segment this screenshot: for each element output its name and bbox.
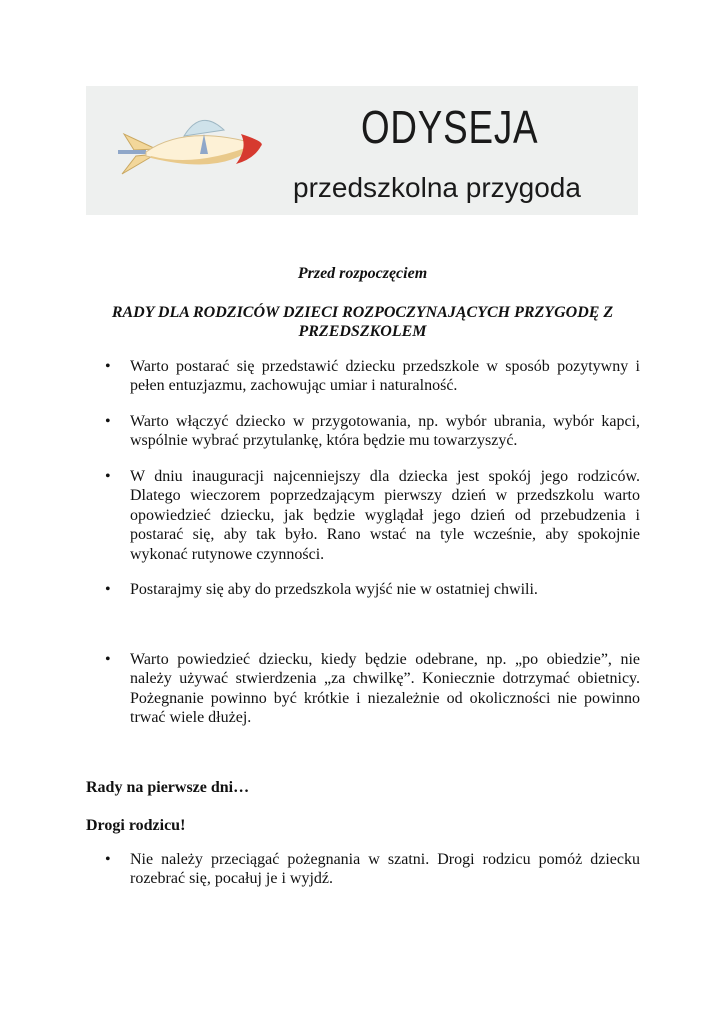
tips-list — [105, 650, 640, 728]
bullet-icon: • — [105, 468, 111, 485]
logo-subtitle: przedszkolna przygoda — [293, 172, 581, 203]
list-item: • Nie należy przeciągać pożegnania w szatni. Drogi rodzicu pomóż dziecku rozebrać się, pocałuj je i wyjdź. — [105, 851, 640, 888]
first-days-heading: Rady na pierwsze dni… — [86, 779, 250, 796]
tips-list — [105, 357, 640, 396]
dear-parent-heading: Drogi rodzicu! — [86, 817, 186, 834]
list-item: • Warto postarać się przedstawić dziecku przedszkole w sposób pozytywny i pełen entuzjazmu, zachowując umiar i naturalność. — [105, 358, 640, 395]
logo-title: ODYSEJA — [361, 101, 539, 153]
tips-list — [105, 412, 640, 451]
tips-list — [105, 580, 640, 599]
bullet-icon: • — [105, 851, 111, 868]
document-heading: RADY DLA RODZICÓW DZIECI ROZPOCZYNAJĄCYCH PRZYGODĘ Z PRZEDSZKOLEM — [111, 304, 614, 340]
bullet-icon: • — [105, 581, 111, 598]
bullet-icon: • — [105, 413, 111, 430]
bullet-icon: • — [105, 358, 111, 375]
logo-banner — [86, 86, 638, 215]
list-item: • Warto powiedzieć dziecku, kiedy będzie odebrane, np. „po obiedzie”, nie należy używać stwierdzenia „za chwilkę”. Koniecznie dotrzymać obietnicy. Pożegnanie powinno być krótkie i niezależnie od okoliczności nie powinno trwać wiele dłużej. — [105, 651, 640, 727]
document-subtitle: Przed rozpoczęciem — [297, 265, 428, 282]
tips-list — [105, 467, 640, 564]
parent-tips-list — [105, 850, 640, 889]
list-item: • Postarajmy się aby do przedszkola wyjść nie w ostatniej chwili. — [105, 581, 538, 598]
list-item: • Warto włączyć dziecko w przygotowania, np. wybór ubrania, wybór kapci, wspólnie wybrać przytulankę, która będzie mu towarzyszyć. — [105, 413, 640, 450]
bullet-icon: • — [105, 651, 111, 668]
list-item: • W dniu inauguracji najcenniejszy dla dziecka jest spokój jego rodziców. Dlatego wieczorem poprzedzającym pierwszy dzień w przedszkolu warto opowiedzieć dziecku, jak będzie wyglądał jego dzień od przebudzenia i postarać się, aby tak było. Rano wstać na tyle wcześnie, aby spokojnie wykonać rutynowe czynności. — [105, 468, 640, 563]
airship-icon — [116, 104, 276, 184]
